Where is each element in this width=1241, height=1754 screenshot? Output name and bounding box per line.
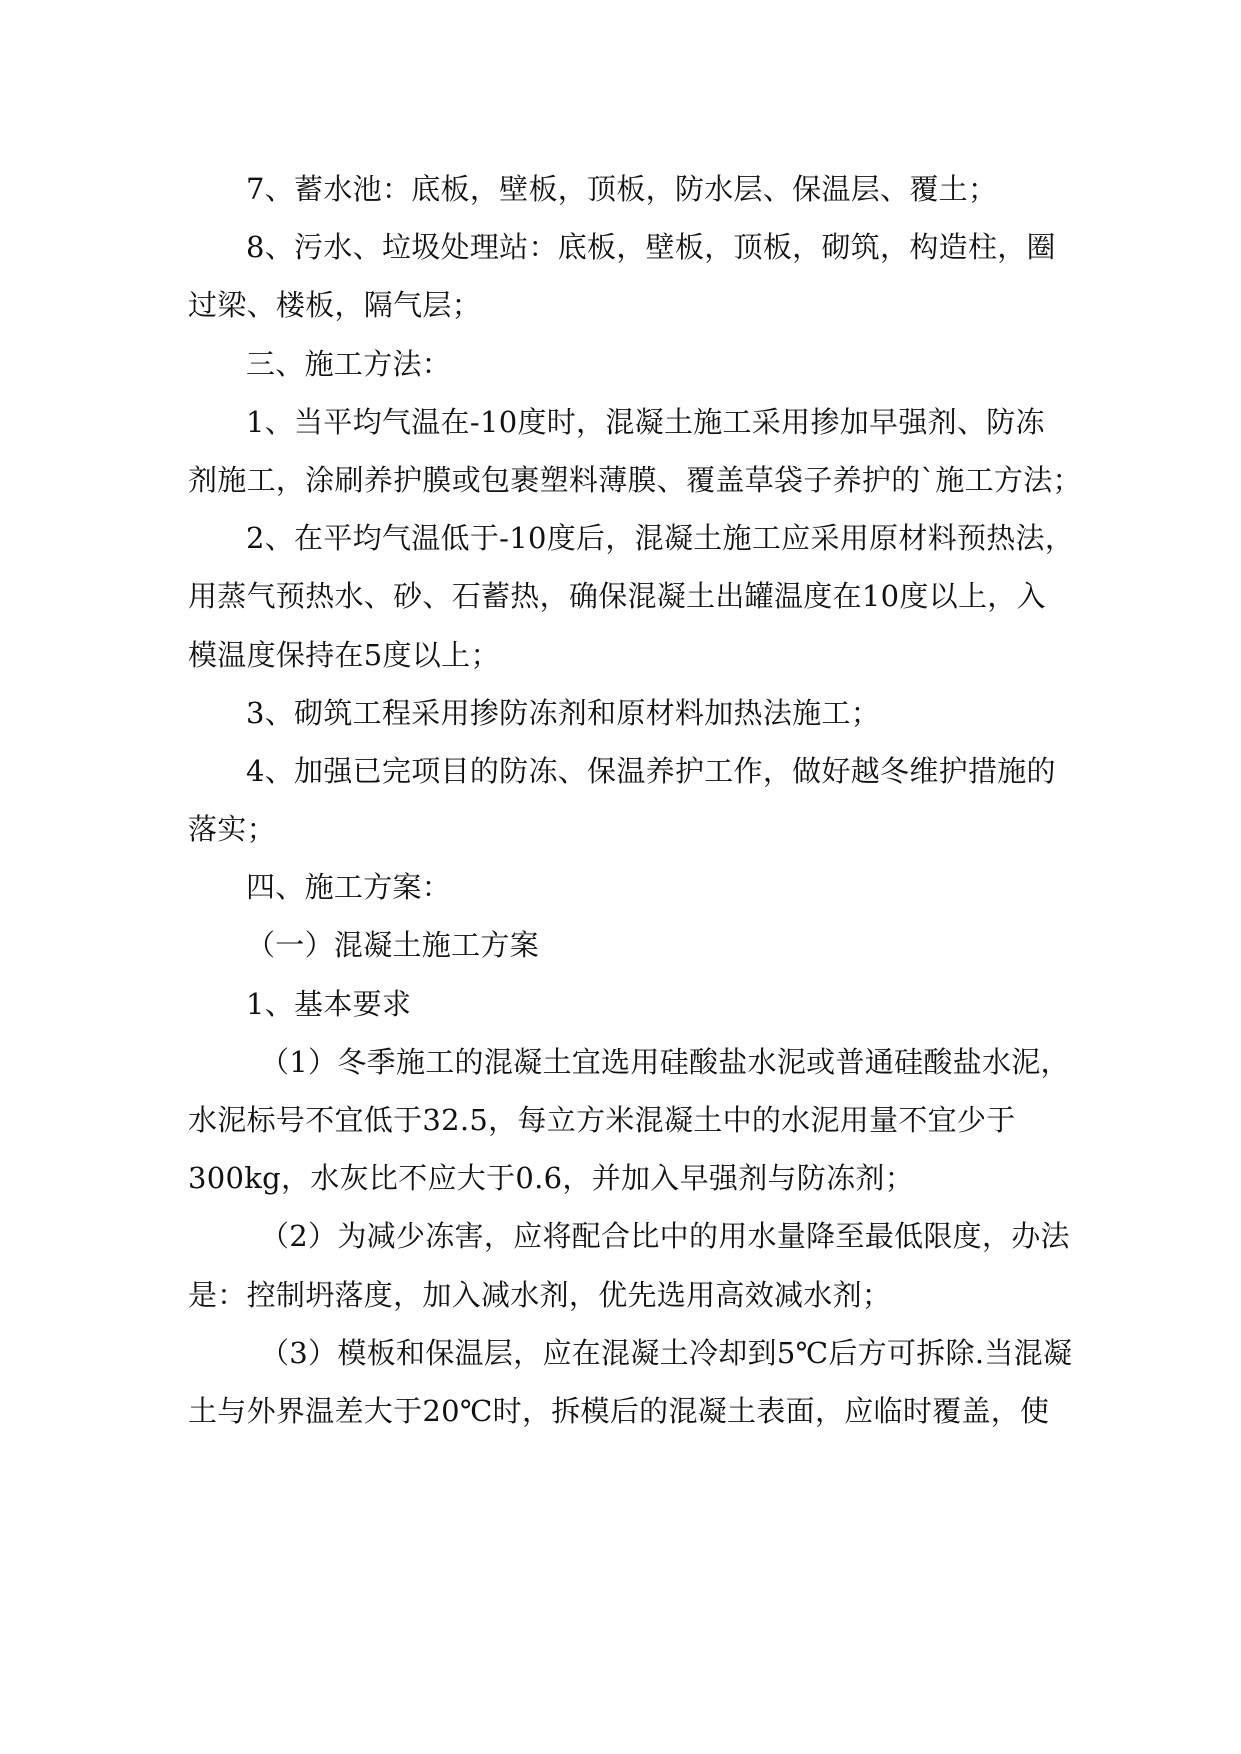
section-heading-construction-method: 三、施工方法： bbox=[246, 346, 452, 381]
method-item-2-cont-2: 模温度保持在5度以上； bbox=[188, 637, 500, 672]
method-item-4-cont: 落实； bbox=[188, 812, 276, 847]
document-body bbox=[188, 160, 1082, 1440]
method-item-2-cont: 用蒸气预热水、砂、石蓄热，确保混凝土出罐温度在10度以上，入 bbox=[188, 579, 1046, 614]
method-item-1: 1、当平均气温在-10度时，混凝土施工采用掺加早强剂、防冻 bbox=[246, 404, 1045, 439]
requirement-item-3-cont: 土与外界温差大于20℃时，拆模后的混凝土表面，应临时覆盖，使 bbox=[188, 1393, 1050, 1428]
requirement-item-1: （1）冬季施工的混凝土宜选用硅酸盐水泥或普通硅酸盐水泥， bbox=[260, 1044, 1070, 1079]
requirement-item-1-cont: 水泥标号不宜低于32.5，每立方米混凝土中的水泥用量不宜少于 bbox=[188, 1103, 1016, 1137]
section-heading-construction-plan: 四、施工方案： bbox=[246, 870, 452, 905]
method-item-3: 3、砌筑工程采用掺防冻剂和原材料加热法施工； bbox=[246, 695, 881, 730]
requirement-item-3: （3）模板和保温层，应在混凝土冷却到5℃后方可拆除.当混凝 bbox=[260, 1335, 1073, 1370]
subsection-heading-concrete-plan: （一）混凝土施工方案 bbox=[246, 928, 540, 963]
requirement-item-2-cont: 是：控制坍落度，加入减水剂，优先选用高效减水剂； bbox=[188, 1277, 892, 1312]
list-item-sewage-station: 8、污水、垃圾处理站：底板，壁板，顶板，砌筑，构造柱，圈 bbox=[246, 230, 1056, 265]
list-item-sewage-station-cont: 过梁、楼板，隔气层； bbox=[188, 288, 482, 323]
requirement-item-2: （2）为减少冻害，应将配合比中的用水量降至最低限度，办法 bbox=[260, 1219, 1070, 1254]
list-item-reservoir: 7、蓄水池：底板，壁板，顶板，防水层、保温层、覆土； bbox=[246, 172, 998, 206]
method-item-4: 4、加强已完项目的防冻、保温养护工作，做好越冬维护措施的 bbox=[246, 753, 1056, 788]
subsection-heading-basic-requirements: 1、基本要求 bbox=[246, 986, 412, 1021]
requirement-item-1-cont-2: 300kg，水灰比不应大于0.6，并加入早强剂与防冻剂； bbox=[188, 1161, 915, 1196]
method-item-1-cont: 剂施工，涂刷养护膜或包裹塑料薄膜、覆盖草袋子养护的`施工方法； bbox=[188, 462, 1082, 497]
method-item-2: 2、在平均气温低于-10度后，混凝土施工应采用原材料预热法， bbox=[246, 521, 1075, 556]
